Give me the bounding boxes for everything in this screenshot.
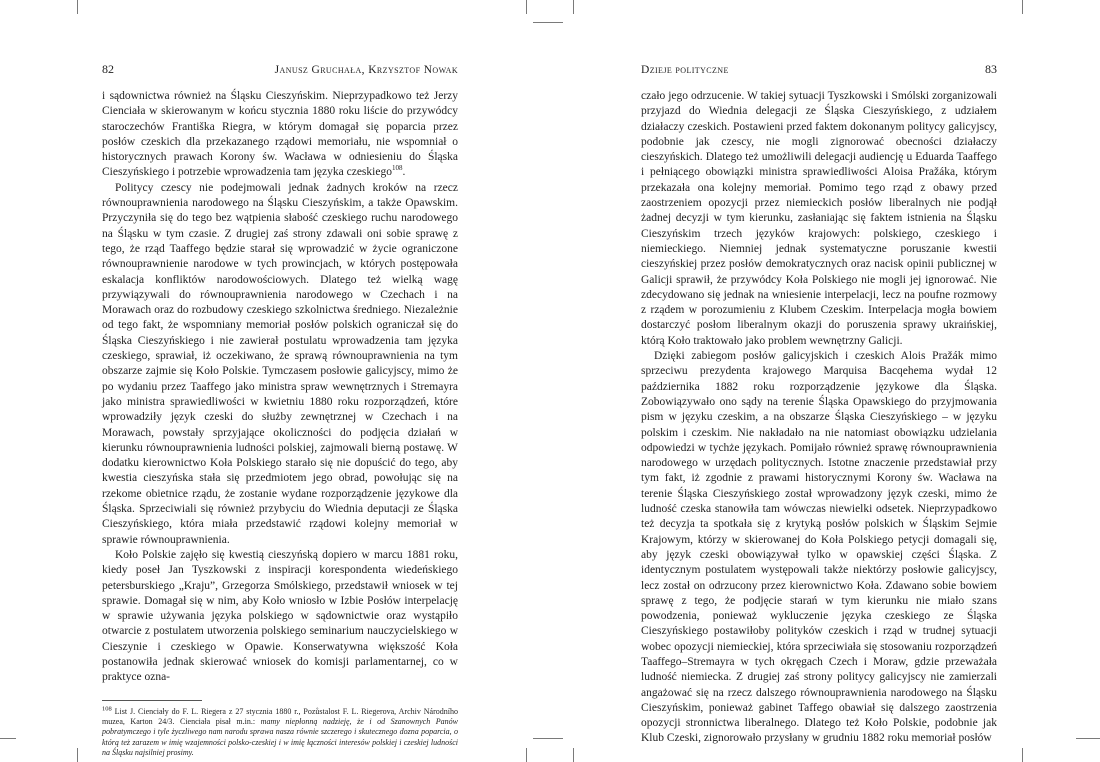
crop-mark	[77, 0, 78, 14]
footnote-quote: mamy niepłonną nadzieję, że i od Szanownych Panów pobratymczego i tyle życzliwego nam narodu sprawa nasza równie szczerego i skutecznego dozna poparcia, o którą też zarazem w imię wzajemności polsko-czeskiej i w imię łączności interesów polskiej i czeskiej ludności na Śląsku najsilniej prosimy.	[102, 716, 459, 758]
crop-mark	[77, 748, 78, 762]
footnote-reference: 108	[391, 164, 403, 173]
left-page-header	[102, 62, 458, 78]
right-page	[641, 62, 997, 747]
crop-mark	[1022, 748, 1023, 762]
footnote-text: List J. Cienciały do F. L. Riegera z 27 stycznia 1880 r., Pozůstalost F. L. Riegerova, Archiv Národního muzea, Karton 24/3. Cienciała pisał m.in.:	[102, 706, 458, 726]
crop-mark	[1076, 738, 1100, 739]
paragraph: Politycy czescy nie podejmowali jednak żadnych kroków na rzecz równouprawnienia narodowego na Śląsku Cieszyńskim, a także Opawskim. Przyczyniła się do tego bez wątpienia słabość czeskiego ruchu narodowego na Śląsku w tym czasie. Z drugiej zaś strony zdawali oni sobie sprawę z tego, że rząd Taaffego będzie starał się wprowadzić w życie ograniczone równouprawnienie narodowe w tych prowincjach, w których postępowała eskalacja konfliktów narodowościowych. Dlatego też wielką wagę przywiązywali do równouprawnienia narodowego w Czechach i na Morawach oraz do rozbudowy czeskiego szkolnictwa średniego. Niezależnie od tego fakt, że wspomniany memoriał posłów polskich ograniczał się do Śląska Cieszyńskiego i nie zawierał postulatu wprowadzenia tam języka czeskiego, sprawiał, iż oczekiwano, że sprawą równouprawnienia na tym obszarze zajmie się Koło Polskie. Tymczasem posłowie galicyjscy, mimo że po wydaniu przez Taaffego jako ministra spraw wewnętrznych i Stremayra jako ministra sprawiedliwości w kwietniu 1880 roku rozporządzeń, które wprowadziły język czeski do służby zewnętrznej w Czechach i na Morawach, powstały sprzyjające okoliczności do podjęcia działań w kierunku równouprawnienia ludności polskiej, zajmowali bierną postawę. W dodatku kierownictwo Koła Polskiego starało się nie dopuścić do tego, aby kwestia cieszyńska stała się przedmiotem jego obrad, powołując się na rzekome obietnice rządu, że zostanie wydane rozporządzenie językowe dla Śląska. Sprzeciwiali się również przybyciu do Wiednia deputacji ze Śląska Cieszyńskiego, która miała przedstawić rządowi kolejny memoriał w sprawie równouprawnienia.	[102, 181, 458, 546]
left-page	[102, 62, 458, 759]
left-page-body	[102, 89, 458, 686]
crop-mark	[0, 738, 16, 739]
paragraph: Koło Polskie zajęło się kwestią cieszyńską dopiero w marcu 1881 roku, kiedy poseł Jan Tyszkowski z inspiracji korespondenta wiedeńskiego petersburskiego „Kraju”, Grzegorza Smólskiego, przedstawił wniosek w tej sprawie. Domagał się w nim, aby Koło wniosło w Izbie Posłów interpelację w sprawie używania języka polskiego w sądownictwie oraz wystąpiło otwarcie z postulatem utworzenia polskiego seminarium nauczycielskiego w Cieszynie i czeskiego w Opawie. Konserwatywna większość Koła postanowiła jednak skierować wniosek do komisji parlamentarnej, co w praktyce ozna-	[102, 548, 458, 684]
paragraph: czało jego odrzucenie. W takiej sytuacji Tyszkowski i Smólski zorganizowali przyjazd do Wiednia delegacji ze Śląska Cieszyńskiego, z udziałem działaczy czeskich. Postawieni przed faktem dokonanym politycy galicyjscy, podobnie jak czescy, nie mogli zignorować obecności działaczy cieszyńskich. Dlatego też umożliwili delegacji audiencję u Eduarda Taaffego i pełniącego obowiązki ministra sprawiedliwości Aloisa Pražáka, którym przekazała ona kolejny memoriał. Pomimo tego rząd z obawy przed zaostrzeniem opozycji przez niemieckich posłów liberalnych nie podjął żadnej decyzji w tym kierunku, zasłaniając się faktem istnienia na Śląsku Cieszyńskim trzech języków krajowych: polskiego, czeskiego i niemieckiego. Niemniej jednak systematyczne poruszanie kwestii cieszyńskiej przez posłów demokratycznych oraz nacisk opinii publicznej w Galicji sprawił, że przywódcy Koła Polskiego nie mogli jej ignorować. Nie zdecydowano się jednak na wniesienie interpelacji, lecz na poufne rozmowy z rządem w porozumieniu z Klubem Czeskim. Interpelacja mogła bowiem dostarczyć posłom liberalnym okazji do poruszenia sprawy ukraińskiej, którą Koło traktowało jako problem wewnętrzny Galicji.	[641, 90, 997, 347]
running-head: Janusz Gruchała, Krzysztof Nowak	[274, 64, 458, 76]
footnote	[102, 704, 459, 759]
crop-mark	[1022, 0, 1023, 14]
right-page-body	[641, 89, 997, 747]
running-head: Dzieje polityczne	[641, 64, 729, 76]
footnote-rule	[102, 700, 202, 701]
page-number: 83	[985, 62, 997, 76]
crop-mark	[573, 0, 574, 14]
footnote-number: 108	[102, 704, 112, 712]
right-page-header	[641, 62, 997, 78]
crop-mark	[533, 738, 563, 739]
crop-mark	[573, 748, 574, 762]
paragraph: Dzięki zabiegom posłów galicyjskich i czeskich Alois Pražák mimo sprzeciwu prezydenta krajowego Marquisa Bacqehema wydał 12 października 1882 roku rozporządzenie językowe dla Śląska. Zobowiązywało ono sądy na terenie Śląska Opawskiego do przyjmowania pism w języku czeskim, a na obszarze Śląska Cieszyńskiego – w języku polskim i czeskim. Nie nakładało na nie natomiast obowiązku udzielania odpowiedzi w tychże językach. Pomijało również sprawę równouprawnienia narodowego w urzędach politycznych. Istotne znaczenie przedstawiał przy tym fakt, iż zgodnie z prawami historycznymi Korony św. Wacława na terenie Śląska Cieszyńskiego został wprowadzony język czeski, mimo że ludność czeska stanowiła tam wówczas niewielki odsetek. Nieprzypadkowo też decyzja ta spotkała się z krytyką posłów polskich w Śląskim Sejmie Krajowym, którzy w skierowanej do Koła Polskiego petycji domagali się, aby język czeski obowiązywał tylko w opawskiej części Śląska. Z identycznym postulatem występowali także niektórzy posłowie galicyjscy, lecz został on odrzucony przez kierownictwo Koła. Zdawano sobie bowiem sprawę z tego, że podjęcie starań w tym kierunku nie miało szans powodzenia, ponieważ wykluczenie języka czeskiego ze Śląska Cieszyńskiego postawiłoby polityków czeskich i rząd w trudnej sytuacji wobec opozycji niemieckiej, która sprzeciwiała się stosowaniu rozporządzeń Taaffego–Stremayra w tych okręgach Czech i Moraw, gdzie przeważała ludność niemiecka. Z drugiej zaś strony politycy galicyjscy nie zamierzali angażować się na rzecz dalszego równouprawnienia narodowego na Śląsku Cieszyńskim, ponieważ gabinet Taffego obawiał się dalszego zaostrzenia opozycji stronnictwa liberalnego. Dlatego też Koło Polskie, podobnie jak Klub Czeski, zignorowało przysłany w grudniu 1882 roku memoriał posłów	[641, 350, 997, 745]
page-number: 82	[102, 62, 114, 76]
crop-mark	[526, 748, 527, 762]
crop-mark	[526, 0, 527, 14]
crop-mark	[533, 22, 563, 23]
paragraph: i sądownictwa również na Śląsku Cieszyńskim. Nieprzypadkowo też Jerzy Cienciała w skierowanym w końcu stycznia 1880 roku liście do przywódcy staroczechów Františka Riegra, w którym domagał się poparcia przez posłów czeskich dla przekazanego rządowi memoriału, nie wspomniał o historycznych prawach Korony św. Wacława w odniesieniu do Śląska Cieszyńskiego i potrzebie wprowadzenia tam języka czeskiego$^{108}$.	[102, 90, 458, 179]
